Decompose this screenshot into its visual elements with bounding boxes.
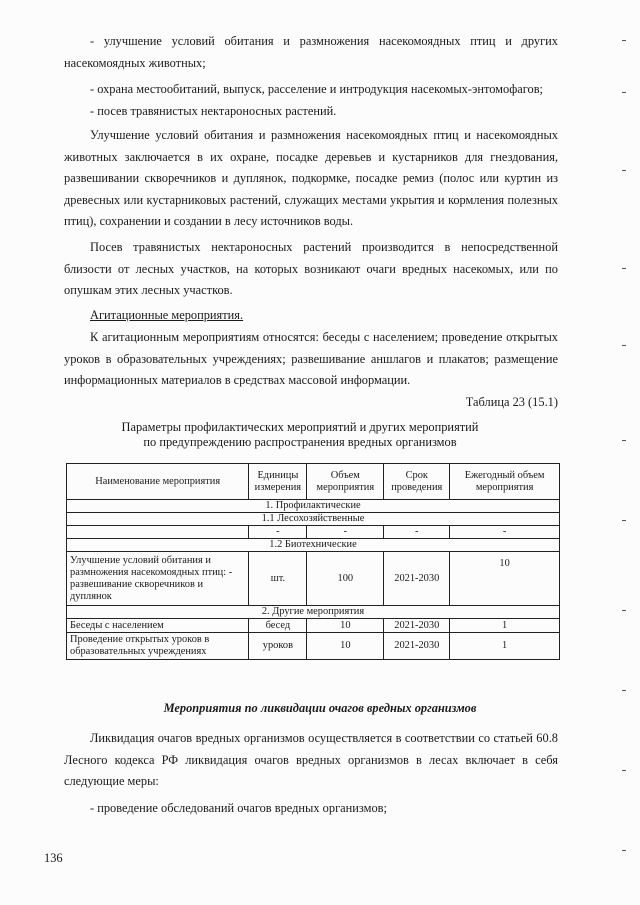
cell-unit: -	[249, 526, 307, 539]
subsection-forestry: 1.1 Лесохозяйственные	[67, 513, 560, 526]
scan-edge-mark	[622, 170, 626, 171]
cell-name: Улучшение условий обитания и размножения насекомоядных птиц: - развешивание скворечников и дуплянок	[67, 552, 249, 606]
header-annual: Ежегодный объем мероприятия	[450, 464, 560, 500]
table-row	[67, 526, 560, 539]
paragraph-agitation: К агитационным мероприятиям относятся: беседы с населением; проведение открытых уроков в образовательных учреждениях; развешивание аншлагов и плакатов; размещение информационных материалов в средствах массовой информации.	[64, 330, 558, 387]
cell-volume: 10	[307, 619, 384, 633]
scan-edge-mark	[622, 440, 626, 441]
scan-edge-mark	[622, 40, 626, 41]
table-row	[67, 619, 560, 633]
cell-term: 2021-2030	[384, 552, 450, 606]
table-row	[67, 552, 560, 606]
cell-volume: 10	[307, 633, 384, 660]
paragraph-sowing: Посев травянистых нектароносных растений производится в непосредственной близости от лесных участков, на которых возникают очаги вредных насекомых, или по опушкам этих лесных участков.	[64, 240, 558, 297]
header-volume: Объем мероприятия	[307, 464, 384, 500]
table-section-row	[67, 606, 560, 619]
cell-annual: 1	[450, 619, 560, 633]
agitation-heading: Агитационные мероприятия.	[90, 308, 244, 322]
cell-name	[67, 526, 249, 539]
cell-volume: -	[307, 526, 384, 539]
scan-edge-mark	[622, 92, 626, 93]
scan-edge-mark	[622, 520, 626, 521]
scan-edge-mark	[622, 610, 626, 611]
cell-annual: 1	[450, 633, 560, 660]
cell-unit: шт.	[249, 552, 307, 606]
table-row	[67, 633, 560, 660]
section-prophylactic: 1. Профилактические	[67, 500, 560, 513]
cell-annual: 10	[450, 552, 560, 606]
header-unit: Единицы измерения	[249, 464, 307, 500]
bullet-birds: - улучшение условий обитания и размножения насекомоядных птиц и других насекомоядных животных;	[64, 34, 558, 70]
scan-edge-mark	[622, 345, 626, 346]
cell-term: -	[384, 526, 450, 539]
liquidation-title: Мероприятия по ликвидации очагов вредных организмов	[163, 701, 477, 715]
table-caption	[80, 420, 520, 450]
table-caption-line2: по предупреждению распространения вредных организмов	[143, 435, 457, 449]
subsection-biotechnical: 1.2 Биотехнические	[67, 539, 560, 552]
paragraph-liquidation: Ликвидация очагов вредных организмов осуществляется в соответствии со статьей 60.8 Лесного кодекса РФ ликвидация очагов вредных организмов в лесах включает в себя следующие меры:	[64, 731, 558, 788]
section-other: 2. Другие мероприятия	[67, 606, 560, 619]
cell-name: Проведение открытых уроков в образовательных учреждениях	[67, 633, 249, 660]
scan-edge-mark	[622, 690, 626, 691]
cell-unit: бесед	[249, 619, 307, 633]
cell-unit: уроков	[249, 633, 307, 660]
header-term: Срок проведения	[384, 464, 450, 500]
cell-name: Беседы с населением	[67, 619, 249, 633]
table-header-row	[67, 464, 560, 500]
table-caption-line1: Параметры профилактических мероприятий и других мероприятий	[121, 420, 479, 434]
table-subsection-row	[67, 539, 560, 552]
cell-annual: -	[450, 526, 560, 539]
page-number: 136	[44, 851, 63, 865]
header-name: Наименование мероприятия	[67, 464, 249, 500]
cell-term: 2021-2030	[384, 633, 450, 660]
paragraph-improvement: Улучшение условий обитания и размножения насекомоядных птиц и насекомоядных животных заключается в их охране, посадке деревьев и кустарников для гнездования, развешивании скворечников и дуплянок, подкормке, посадке ремиз (полос или куртин из древесных или кустарниковых растений, служащих местами укрытия и кормления полезных птиц), сохранении и создании в лесу источников воды.	[64, 128, 558, 228]
table-section-row	[67, 500, 560, 513]
table-subsection-row	[67, 513, 560, 526]
bullet-entomophages: - охрана местообитаний, выпуск, расселение и интродукция насекомых-энтомофагов;	[90, 82, 543, 96]
scan-edge-mark	[622, 770, 626, 771]
bullet-nectar: - посев травянистых нектароносных растений.	[90, 104, 337, 118]
scan-edge-mark	[622, 268, 626, 269]
scan-edge-mark	[622, 850, 626, 851]
parameters-table	[66, 463, 560, 660]
table-number: Таблица 23 (15.1)	[465, 395, 558, 409]
bullet-survey: - проведение обследований очагов вредных организмов;	[90, 801, 387, 815]
cell-term: 2021-2030	[384, 619, 450, 633]
cell-volume: 100	[307, 552, 384, 606]
